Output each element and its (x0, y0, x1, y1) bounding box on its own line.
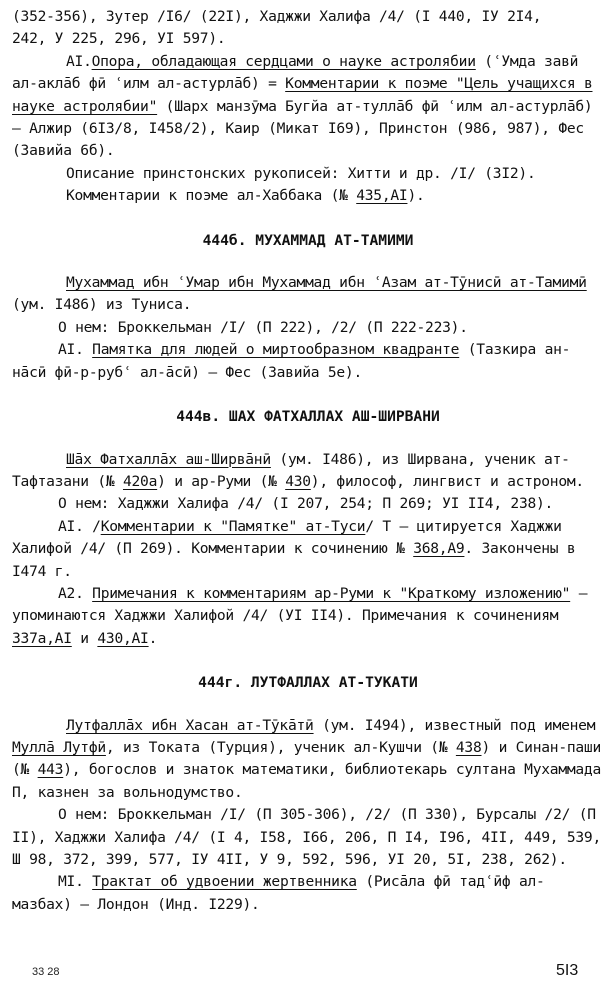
entry-number: AI. / (58, 517, 101, 535)
section-444g (12, 715, 604, 917)
cross-reference: 368,А9 (413, 540, 465, 558)
page-number: 5I3 (556, 962, 579, 979)
entry-text: (ум. I486) из Туниса. (12, 296, 192, 314)
entry-text: . Закончены в I474 г. (12, 540, 576, 580)
author-nickname: Муллā Лутфӣ (12, 738, 106, 756)
author-line (12, 272, 604, 317)
entry-number: МI. (58, 873, 84, 891)
section-heading: 444в. ШАХ ФАТХАЛЛАХ АШ-ШИРВАНИ (176, 408, 440, 426)
section-heading: 444г. ЛУТФАЛЛАХ АТ-ТУКАТИ (198, 674, 418, 692)
work-title: Трактат об удвоении жертвенника (92, 873, 357, 891)
cross-reference: 430,AI (97, 629, 149, 647)
entry-text: (Рисāла фӣ тадʿӣф ал-мазбах) – Лондон (Инд. I229). (12, 873, 545, 913)
author-name: Шāх Фатхаллāх аш-Ширвāнӣ (66, 450, 271, 468)
cross-reference: 337а,AI (12, 629, 72, 647)
work-title: Памятка для людей о миртообразном квадранте (92, 341, 460, 359)
entry-a2 (12, 583, 604, 650)
about-line: О нем: Броккельман /I/ (П 222), /2/ (П 222-223). (58, 318, 468, 336)
entry-a1 (12, 516, 604, 583)
entry-text: (Шарх манзӯма Бугйа ат-туллāб фӣ ʿилм ал-астурлāб) – Алжир (6I3/8, I458/2), Каир (Микат I69), Принстон (986, 987), Фес (Завийа 6б). (12, 97, 593, 160)
entry-text: – упоминаются Хаджжи Халифой /4/ (УI II4). Примечания к сочинениям (12, 584, 588, 625)
entry-text: Комментарии к поэме ал-Хаббака (№ (66, 187, 357, 205)
entry-text: ), философ, лингвист и астроном. (310, 472, 584, 490)
entry-number: А2. (58, 584, 84, 602)
transliteration: (ʿУмда завӣ ал-аклāб фӣ ʿилм ал-астурлāб) = (12, 52, 579, 93)
entry-a1 (12, 51, 604, 163)
work-title: Комментарии к "Памятке" ат-Туси (100, 517, 366, 535)
cross-reference: 430 (285, 472, 311, 490)
entry-text: ) и ар-Руми (№ (157, 472, 286, 490)
work-title: Опора, обладающая сердцами о науке астролябии (91, 52, 476, 70)
entry-text: (ум. I494), известный под именем (313, 716, 596, 734)
text-line: 242, У 225, 296, УI 597). (12, 30, 226, 48)
entry-text: (Тазкира ан-нāсӣ фӣ-р-рубʿ ал-āсӣ) – Фес (Завийа 5е). (12, 341, 571, 381)
entry-a1 (12, 339, 604, 384)
entry-number: AI. (66, 52, 92, 70)
cross-reference: 420а (122, 472, 158, 490)
about-line: О нем: Броккельман /I/ (П 305-306), /2/ (П 330), Бурсалы /2/ (П II), Хаджжи Халифа /4/ (I 4, I58, I66, 206, П I4, I96, 4II, 449, 539, Ш 98, 372, 399, 577, IУ 4II, У 9, 592, 596, УI 20, 5I, 238, 262). (12, 806, 601, 868)
section-444v (12, 449, 604, 651)
section-continuation (12, 6, 604, 208)
entry-text: и (71, 629, 98, 647)
footer-code: 33 28 (32, 966, 60, 978)
section-heading: 444б. МУХАММАД АТ-ТАМИМИ (202, 231, 414, 249)
entry-text: ), богослов и знаток математики, библиотекарь султана Мухаммада П, казнен за вольнодумство. (12, 761, 601, 801)
work-title: Комментарии к поэме "Цель учащихся в науке астролябии" (12, 75, 593, 115)
author-name: Мухаммад ибн ʿУмар ибн Мухаммад ибн ʿАзам ат-Тӯнисӣ ат-Тамимӣ (66, 274, 587, 292)
author-line (12, 449, 604, 494)
commentary-line (12, 185, 604, 207)
text-line: (352-356), Зутер /I6/ (22I), Хаджжи Халифа /4/ (I 440, IУ 2I4, (12, 8, 542, 25)
author-name: Лутфаллāх ибн Хасан ат-Тӯкāтӣ (66, 716, 314, 734)
description-line: Описание принстонских рукописей: Хитти и др. /I/ (3I2). (66, 164, 536, 182)
entry-m1 (12, 871, 604, 916)
author-line (12, 715, 604, 805)
work-title: Примечания к комментариям ар-Руми к "Краткому изложению" (92, 584, 571, 602)
entry-text: / Т – цитируется Хаджжи Халифой /4/ (П 269). Комментарии к сочинению № (12, 517, 562, 558)
entry-text: (ум. I486), из Ширвана, ученик ат-Тафтазани (№ (12, 450, 570, 490)
about-line: О нем: Хаджжи Халифа /4/ (I 207, 254; П 269; УI II4, 238). (58, 495, 554, 513)
section-444b (12, 272, 604, 384)
entry-text: ) и Синан-паши (№ (12, 738, 602, 779)
entry-number: AI. (58, 341, 84, 359)
entry-text: , из Токата (Турция), ученик ал-Кушчи (№ (105, 738, 456, 756)
cross-reference: 435,AI (356, 187, 408, 205)
entry-text: ). (407, 187, 425, 205)
entry-text: . (148, 629, 158, 647)
cross-reference: 438 (455, 738, 482, 756)
cross-reference: 443 (37, 761, 64, 779)
